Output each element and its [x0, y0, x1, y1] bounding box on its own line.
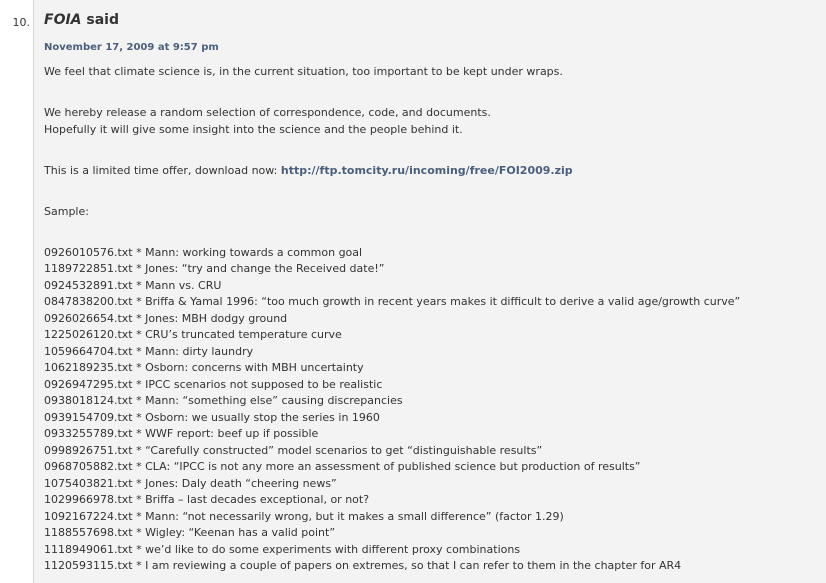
comment-body [44, 64, 814, 575]
list-item: 1188557698.txt * Wigley: “Keenan has a valid point” [44, 526, 336, 539]
sample-label: Sample: [44, 204, 89, 218]
list-item: 0938018124.txt * Mann: “something else” causing discrepancies [44, 394, 403, 407]
comment-date[interactable]: November 17, 2009 at 9:57 pm [44, 42, 219, 53]
list-item: 0926026654.txt * Jones: MBH dodgy ground [44, 311, 288, 325]
list-item: 0847838200.txt * Briffa & Yamal 1996: “too much growth in recent years makes it difficult to derive a valid age/growth curve” [44, 295, 741, 308]
sample-list [44, 245, 814, 575]
download-link[interactable]: http://ftp.tomcity.ru/incoming/free/FOI2009.zip [280, 163, 573, 177]
list-item: 1225026120.txt * CRU’s truncated temperature curve [44, 328, 342, 341]
comment-box [33, 0, 826, 583]
author-name: FOIA [44, 12, 82, 28]
list-item: 0939154709.txt * Osborn: we usually stop the series in 1960 [44, 410, 380, 424]
list-item: 0933255789.txt * WWF report: beef up if possible [44, 427, 319, 440]
comment-number: 10. [12, 16, 30, 29]
paragraph-release [44, 105, 814, 138]
list-item: 1092167224.txt * Mann: “not necessarily wrong, but it makes a small difference” (factor 1.29) [44, 509, 564, 523]
comment-author [44, 12, 119, 28]
list-item: 1059664704.txt * Mann: dirty laundry [44, 344, 254, 358]
release-line-1: We hereby release a random selection of correspondence, code, and documents. [44, 106, 491, 119]
release-line-2: Hopefully it will give some insight into the science and the people behind it. [44, 122, 463, 136]
list-item: 0924532891.txt * Mann vs. CRU [44, 278, 222, 292]
list-item: 0998926751.txt * “Carefully constructed” model scenarios to get “distinguishable results” [44, 443, 543, 457]
list-item: 0926010576.txt * Mann: working towards a common goal [44, 245, 363, 259]
list-item: 1118949061.txt * we’d like to do some experiments with different proxy combinations [44, 542, 521, 556]
paragraph-intro: We feel that climate science is, in the current situation, too important to be kept under wraps. [44, 65, 563, 78]
offer-text: This is a limited time offer, download now: [44, 163, 281, 177]
list-item: 0926947295.txt * IPCC scenarios not supposed to be realistic [44, 377, 383, 391]
list-item: 1075403821.txt * Jones: Daly death “cheering news” [44, 476, 337, 490]
list-item: 0968705882.txt * CLA: “IPCC is not any more an assessment of published science but production of results” [44, 460, 641, 473]
list-item: 1062189235.txt * Osborn: concerns with MBH uncertainty [44, 361, 364, 374]
list-item: 1029966978.txt * Briffa – last decades exceptional, or not? [44, 493, 370, 506]
paragraph-offer [44, 163, 814, 180]
list-item: 1120593115.txt * I am reviewing a couple of papers on extremes, so that I can refer to them in the chapter for AR4 [44, 559, 682, 572]
list-item: 1189722851.txt * Jones: “try and change the Received date!” [44, 262, 385, 275]
author-said: said [86, 12, 119, 28]
